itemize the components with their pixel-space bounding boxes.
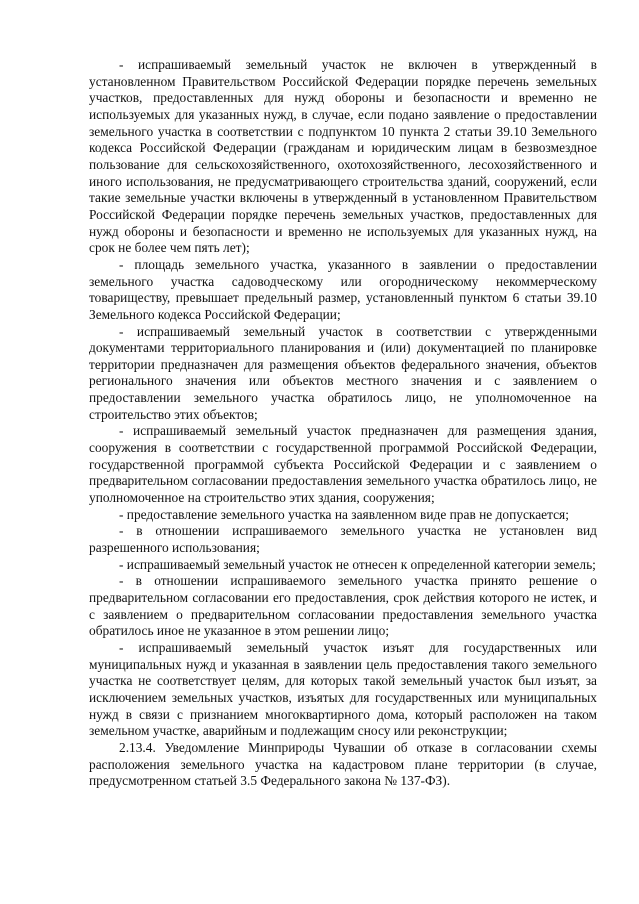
- paragraph-seized-land: - испрашиваемый земельный участок изъят для государственных или муниципальных нужд и указанная в заявлении цель предоставления такого земельного участка не соответствует целям, для которых такой земельный участок был изъят, за исключением земельных участков, изъятых для государственных или муниципальных нужд в связи с признанием многоквартирного дома, который расположен на таком земельном участке, аварийным и подлежащим сносу или реконструкции;: [89, 639, 597, 739]
- paragraph-permitted-use-not-set: - в отношении испрашиваемого земельного участка не установлен вид разрешенного использования;: [89, 523, 597, 556]
- paragraph-2-13-4-notification: 2.13.4. Уведомление Минприроды Чувашии об отказе в согласовании схемы расположения земельного участка на кадастровом плане территории (в случае, предусмотренном статьей 3.5 Федерального закона № 137-ФЗ).: [89, 739, 597, 789]
- paragraph-state-program: - испрашиваемый земельный участок предназначен для размещения здания, сооружения в соответствии с государственной программой Российской Федерации, государственной программой субъекта Российской Федерации и с заявлением о предварительном согласовании предоставления земельного участка обратилось лицо, не уполномоченное на строительство этих здания, сооружения;: [89, 423, 597, 506]
- document-page: [89, 57, 597, 790]
- paragraph-preliminary-approval: - в отношении испрашиваемого земельного участка принято решение о предварительном согласовании его предоставления, срок действия которого не истек, и с заявлением о предварительном согласовании предоставления земельного участка обратилось иное не указанное в этом решении лицо;: [89, 573, 597, 639]
- paragraph-territorial-planning: - испрашиваемый земельный участок в соответствии с утвержденными документами территориального планирования и (или) документацией по планировке территории предназначен для размещения объектов федерального значения, объектов регионального значения или объектов местного значения и с заявлением о предоставлении земельного участка обратилось лицо, не уполномоченное на строительство этих объектов;: [89, 323, 597, 422]
- paragraph-land-category: - испрашиваемый земельный участок не отнесен к определенной категории земель;: [119, 556, 596, 572]
- paragraph-rights-not-allowed: - предоставление земельного участка на заявленном виде прав не допускается;: [119, 506, 569, 522]
- paragraph-defense-lands-list: - испрашиваемый земельный участок не включен в утвержденный в установленном Правительством Российской Федерации порядке перечень земельных участков, предоставленных для нужд обороны и безопасности и временно не используемых для указанных нужд, в случае, если подано заявление о предоставлении земельного участка в соответствии с подпунктом 10 пункта 2 статьи 39.10 Земельного кодекса Российской Федерации (гражданам и юридическим лицам в безвозмездное пользование для сельскохозяйственного, охотохозяйственного, лесохозяйственного и иного использования, не предусматривающего строительства зданий, сооружений, если такие земельные участки включены в утвержденный в установленном Правительством Российской Федерации порядке перечень земельных участков, предоставленных для нужд обороны и безопасности и временно не используемых для указанных нужд, на срок не более чем пять лет);: [89, 57, 597, 256]
- paragraph-gardening-partnership-area: - площадь земельного участка, указанного в заявлении о предоставлении земельного участка садоводческому или огородническому некоммерческому товариществу, превышает предельный размер, установленный пунктом 6 статьи 39.10 Земельного кодекса Российской Федерации;: [89, 256, 597, 322]
